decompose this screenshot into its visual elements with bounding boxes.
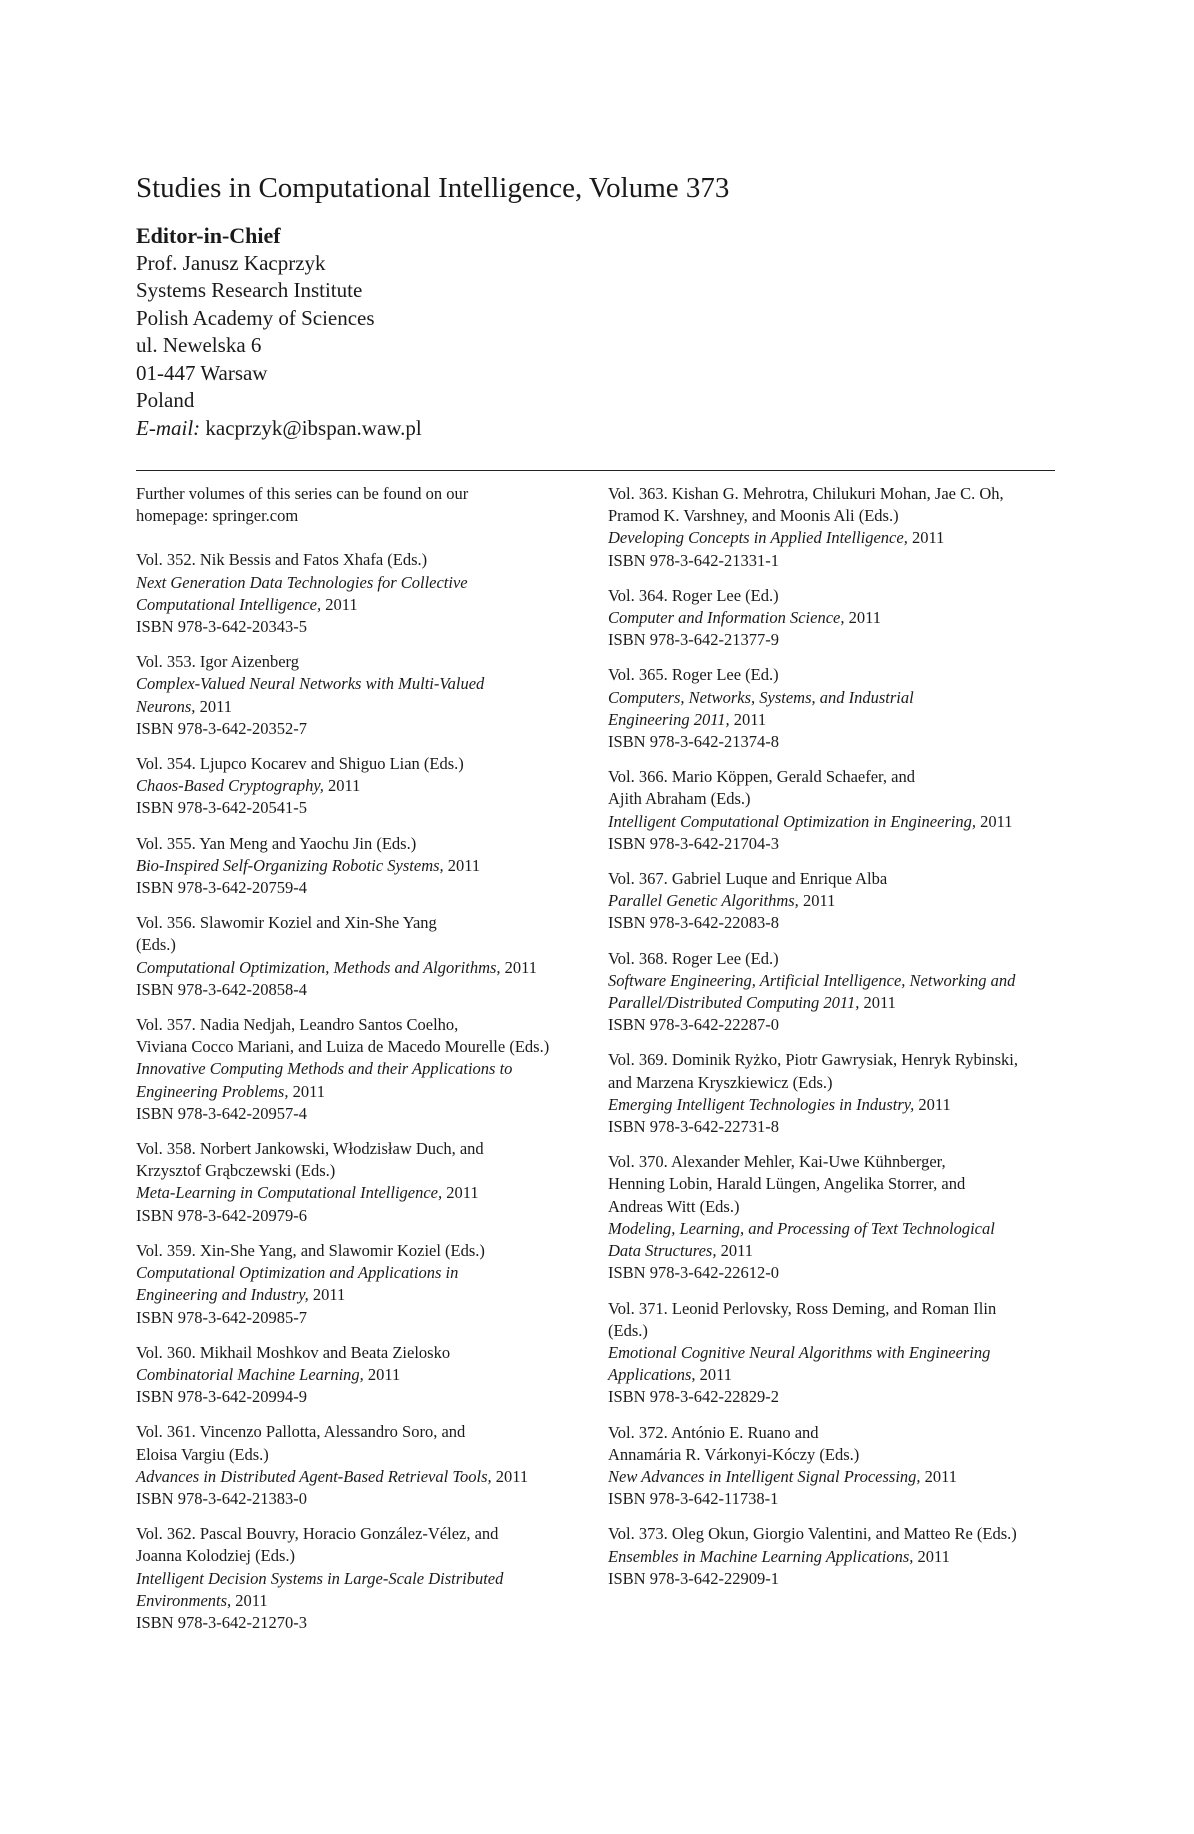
volume-title: Meta-Learning in Computational Intelligence, — [136, 1183, 443, 1203]
volume-isbn: ISBN 978-3-642-22287-0 — [608, 1015, 779, 1035]
volume-isbn: ISBN 978-3-642-22829-2 — [608, 1387, 779, 1407]
volume-year: 2011 — [914, 1094, 951, 1114]
volume-year: 2011 — [323, 776, 361, 796]
volume-year: 2011 — [729, 709, 767, 729]
volume-author-line: Vol. 372. António E. Ruano and — [608, 1422, 819, 1442]
volume-author-line: Vol. 359. Xin-She Yang, and Slawomir Koziel (Eds.) — [136, 1240, 485, 1260]
intro-line: homepage: springer.com — [136, 506, 299, 526]
volume-title-line — [136, 1364, 596, 1386]
volume-title-line — [136, 1568, 596, 1590]
volume-title: Ensembles in Machine Learning Applications, — [608, 1546, 914, 1566]
volume-author-line: Vol. 365. Roger Lee (Ed.) — [608, 665, 779, 685]
volume-year: 2011 — [491, 1466, 529, 1486]
volume-title-line — [136, 594, 596, 616]
volume-entry — [608, 868, 1058, 935]
email-address: kacprzyk@ibspan.waw.pl — [200, 415, 422, 440]
email-label: E-mail: — [136, 415, 201, 440]
volume-isbn: ISBN 978-3-642-21383-0 — [136, 1488, 307, 1508]
volume-entry — [608, 766, 1058, 855]
volume-isbn: ISBN 978-3-642-22612-0 — [608, 1263, 779, 1283]
volume-author-line: Vol. 371. Leonid Perlovsky, Ross Deming, and Roman Ilin — [608, 1298, 997, 1318]
editor-line: Systems Research Institute — [136, 278, 363, 302]
volume-entry — [136, 1014, 596, 1125]
volume-isbn: ISBN 978-3-642-22909-1 — [608, 1568, 779, 1588]
volume-year: 2011 — [844, 608, 881, 628]
volume-year: 2011 — [798, 891, 836, 911]
volume-title-line — [136, 775, 596, 797]
volume-title-line — [608, 1466, 1058, 1488]
volume-title-line — [608, 811, 1058, 833]
volume-title: Neurons, — [136, 696, 196, 716]
volume-author-line: Annamária R. Várkonyi-Kóczy (Eds.) — [608, 1444, 860, 1464]
volume-title: New Advances in Intelligent Signal Processing, — [608, 1466, 921, 1486]
volume-year: 2011 — [913, 1546, 950, 1566]
volume-title: Engineering Problems, — [136, 1081, 289, 1101]
volume-title: Applications, — [608, 1365, 696, 1385]
volume-title-line — [136, 957, 596, 979]
volume-title: Data Structures, — [608, 1241, 717, 1261]
volume-year: 2011 — [443, 855, 481, 875]
volume-year: 2011 — [288, 1081, 325, 1101]
volume-year: 2011 — [907, 528, 945, 548]
volume-entry — [608, 483, 1058, 572]
editor-block — [136, 222, 422, 442]
volume-author-line: Vol. 363. Kishan G. Mehrotra, Chilukuri Mohan, Jae C. Oh, — [608, 484, 1004, 503]
volume-entry — [136, 549, 596, 638]
volume-title-line — [608, 687, 1058, 709]
volume-author-line: Vol. 353. Igor Aizenberg — [136, 652, 299, 672]
volume-entry — [608, 1298, 1058, 1409]
volume-title: Engineering and Industry, — [136, 1285, 309, 1305]
volume-isbn: ISBN 978-3-642-20759-4 — [136, 878, 307, 898]
volume-author-line: Vol. 364. Roger Lee (Ed.) — [608, 585, 779, 605]
volume-title-line — [608, 1342, 1058, 1364]
volume-author-line: Krzysztof Grąbczewski (Eds.) — [136, 1161, 336, 1181]
volume-year: 2011 — [442, 1183, 479, 1203]
volume-isbn: ISBN 978-3-642-20541-5 — [136, 798, 307, 818]
volume-year: 2011 — [195, 696, 232, 716]
volume-year: 2011 — [920, 1466, 958, 1486]
volume-title: Modeling, Learning, and Processing of Text Technological — [608, 1218, 995, 1238]
volume-author-line: Vol. 354. Ljupco Kocarev and Shiguo Lian (Eds.) — [136, 754, 464, 774]
volume-year: 2011 — [716, 1241, 753, 1261]
volume-title-line — [136, 1466, 596, 1488]
volume-year: 2011 — [321, 594, 358, 614]
volume-entry — [136, 1421, 596, 1510]
volume-title: Engineering 2011, — [608, 709, 730, 729]
volume-title-line — [136, 696, 596, 718]
volume-entry — [608, 664, 1058, 753]
volume-title: Software Engineering, Artificial Intelligence, Networking and — [608, 970, 1016, 990]
volume-title-line — [608, 1364, 1058, 1386]
volume-title: Emerging Intelligent Technologies in Industry, — [608, 1094, 915, 1114]
volume-isbn: ISBN 978-3-642-21331-1 — [608, 550, 779, 570]
right-entries — [608, 483, 1058, 1590]
volume-author-line: Vol. 358. Norbert Jankowski, Włodzisław Duch, and — [136, 1139, 484, 1159]
volume-author-line: Vol. 356. Slawomir Koziel and Xin-She Yang — [136, 913, 437, 933]
volume-entry — [136, 651, 596, 740]
volume-entry — [608, 1151, 1058, 1284]
volume-isbn: ISBN 978-3-642-20985-7 — [136, 1307, 307, 1327]
volume-entry — [608, 1049, 1058, 1138]
volume-author-line: Andreas Witt (Eds.) — [608, 1196, 740, 1216]
volume-title: Parallel/Distributed Computing 2011, — [608, 993, 860, 1013]
volume-isbn: ISBN 978-3-642-21374-8 — [608, 732, 779, 752]
volume-author-line: Vol. 361. Vincenzo Pallotta, Alessandro Soro, and — [136, 1422, 466, 1442]
volume-title-line — [136, 1058, 596, 1080]
intro-line: Further volumes of this series can be found on our — [136, 484, 469, 503]
volume-author-line: Vol. 357. Nadia Nedjah, Leandro Santos Coelho, — [136, 1015, 459, 1035]
volume-author-line: Vol. 368. Roger Lee (Ed.) — [608, 948, 779, 968]
volume-title-line — [608, 1546, 1058, 1568]
volume-entry — [136, 1523, 596, 1634]
volume-title: Intelligent Computational Optimization in Engineering, — [608, 811, 977, 831]
volume-author-line: Vol. 352. Nik Bessis and Fatos Xhafa (Eds.) — [136, 550, 428, 570]
volume-title-line — [608, 1094, 1058, 1116]
volume-title: Developing Concepts in Applied Intelligence, — [608, 528, 908, 548]
volume-isbn: ISBN 978-3-642-20343-5 — [136, 617, 307, 637]
volume-list-left — [136, 483, 596, 1647]
volume-title-line — [136, 1284, 596, 1306]
volume-title: Computer and Information Science, — [608, 608, 845, 628]
volume-title: Advances in Distributed Agent-Based Retrieval Tools, — [136, 1466, 492, 1486]
volume-entry — [136, 912, 596, 1001]
volume-year: 2011 — [976, 811, 1013, 831]
volume-title: Parallel Genetic Algorithms, — [608, 891, 799, 911]
editor-line: Poland — [136, 388, 195, 412]
left-entries — [136, 549, 596, 1634]
volume-author-line: Vol. 355. Yan Meng and Yaochu Jin (Eds.) — [136, 833, 417, 853]
volume-title-line — [608, 1240, 1058, 1262]
volume-title-line — [608, 527, 1058, 549]
volume-entry — [608, 1523, 1058, 1590]
volume-entry — [136, 833, 596, 900]
volume-isbn: ISBN 978-3-642-21704-3 — [608, 833, 779, 853]
volume-isbn: ISBN 978-3-642-22083-8 — [608, 913, 779, 933]
volume-entry — [608, 585, 1058, 652]
volume-title: Complex-Valued Neural Networks with Multi-Valued — [136, 674, 485, 694]
volume-isbn: ISBN 978-3-642-20352-7 — [136, 718, 307, 738]
horizontal-rule — [136, 470, 1055, 471]
volume-author-line: Eloisa Vargiu (Eds.) — [136, 1444, 269, 1464]
volume-year: 2011 — [859, 993, 896, 1013]
volume-title-line — [136, 855, 596, 877]
volume-isbn: ISBN 978-3-642-20858-4 — [136, 979, 307, 999]
volume-author-line: Vol. 370. Alexander Mehler, Kai-Uwe Kühnberger, — [608, 1152, 946, 1172]
volume-author-line: Vol. 360. Mikhail Moshkov and Beata Zielosko — [136, 1342, 451, 1362]
volume-title-line — [136, 673, 596, 695]
volume-title: Computers, Networks, Systems, and Industrial — [608, 687, 914, 707]
volume-isbn: ISBN 978-3-642-11738-1 — [608, 1489, 779, 1509]
volume-title-line — [136, 1081, 596, 1103]
volume-author-line: (Eds.) — [136, 935, 176, 955]
volume-title: Computational Optimization and Applications in — [136, 1263, 459, 1283]
volume-entry — [136, 1138, 596, 1227]
editor-line: Prof. Janusz Kacprzyk — [136, 250, 326, 275]
volume-entry — [608, 948, 1058, 1037]
volume-isbn: ISBN 978-3-642-20979-6 — [136, 1205, 307, 1225]
volume-author-line: Henning Lobin, Harald Lüngen, Angelika Storrer, and — [608, 1174, 966, 1194]
volume-title: Environments, — [136, 1590, 232, 1610]
volume-year: 2011 — [695, 1365, 733, 1385]
series-intro — [136, 483, 596, 527]
volume-author-line: Vol. 369. Dominik Ryżko, Piotr Gawrysiak, Henryk Rybinski, — [608, 1050, 1018, 1070]
volume-isbn: ISBN 978-3-642-22731-8 — [608, 1117, 779, 1137]
volume-title: Emotional Cognitive Neural Algorithms with Engineering — [608, 1342, 991, 1362]
volume-author-line: Vol. 367. Gabriel Luque and Enrique Alba — [608, 869, 888, 889]
volume-author-line: Pramod K. Varshney, and Moonis Ali (Eds.) — [608, 506, 899, 526]
volume-author-line: Ajith Abraham (Eds.) — [608, 789, 751, 809]
editor-heading: Editor-in-Chief — [136, 223, 281, 248]
editor-email — [136, 415, 422, 443]
volume-isbn: ISBN 978-3-642-21270-3 — [136, 1612, 307, 1632]
volume-isbn: ISBN 978-3-642-20957-4 — [136, 1103, 307, 1123]
volume-title: Computational Optimization, Methods and Algorithms, — [136, 957, 501, 977]
editor-line: ul. Newelska 6 — [136, 333, 262, 357]
volume-title-line — [136, 1262, 596, 1284]
volume-author-line: and Marzena Kryszkiewicz (Eds.) — [608, 1072, 833, 1092]
volume-author-line: Viviana Cocco Mariani, and Luiza de Macedo Mourelle (Eds.) — [136, 1037, 550, 1057]
series-title: Studies in Computational Intelligence, Volume 373 — [136, 172, 730, 204]
volume-title-line — [608, 992, 1058, 1014]
volume-author-line: Vol. 373. Oleg Okun, Giorgio Valentini, and Matteo Re (Eds.) — [608, 1524, 1017, 1544]
volume-entry — [136, 1240, 596, 1329]
volume-title-line — [608, 970, 1058, 992]
volume-year: 2011 — [308, 1285, 346, 1305]
volume-title: Intelligent Decision Systems in Large-Scale Distributed — [136, 1568, 504, 1588]
volume-isbn: ISBN 978-3-642-21377-9 — [608, 630, 779, 650]
volume-title: Chaos-Based Cryptography, — [136, 776, 324, 796]
volume-title: Next Generation Data Technologies for Collective — [136, 572, 468, 592]
volume-title-line — [136, 1182, 596, 1204]
editor-line: 01-447 Warsaw — [136, 360, 268, 385]
volume-title: Bio-Inspired Self-Organizing Robotic Systems, — [136, 855, 444, 875]
volume-title: Combinatorial Machine Learning, — [136, 1364, 364, 1384]
volume-author-line: Vol. 362. Pascal Bouvry, Horacio González-Vélez, and — [136, 1524, 499, 1544]
volume-title-line — [608, 709, 1058, 731]
volume-title-line — [608, 607, 1058, 629]
volume-isbn: ISBN 978-3-642-20994-9 — [136, 1387, 307, 1407]
volume-title-line — [136, 572, 596, 594]
volume-entry — [136, 753, 596, 820]
volume-year: 2011 — [231, 1590, 268, 1610]
volume-author-line: (Eds.) — [608, 1320, 648, 1340]
volume-entry — [136, 1342, 596, 1409]
volume-year: 2011 — [363, 1364, 401, 1384]
editor-line: Polish Academy of Sciences — [136, 305, 375, 330]
volume-year: 2011 — [500, 957, 538, 977]
volume-author-line: Vol. 366. Mario Köppen, Gerald Schaefer, and — [608, 767, 915, 787]
volume-author-line: Joanna Kolodziej (Eds.) — [136, 1546, 295, 1566]
volume-title: Innovative Computing Methods and their Applications to — [136, 1059, 513, 1079]
volume-title-line — [136, 1590, 596, 1612]
volume-title: Computational Intelligence, — [136, 594, 322, 614]
volume-title-line — [608, 1218, 1058, 1240]
volume-title-line — [608, 890, 1058, 912]
volume-list-right — [608, 483, 1058, 1603]
volume-entry — [608, 1422, 1058, 1511]
